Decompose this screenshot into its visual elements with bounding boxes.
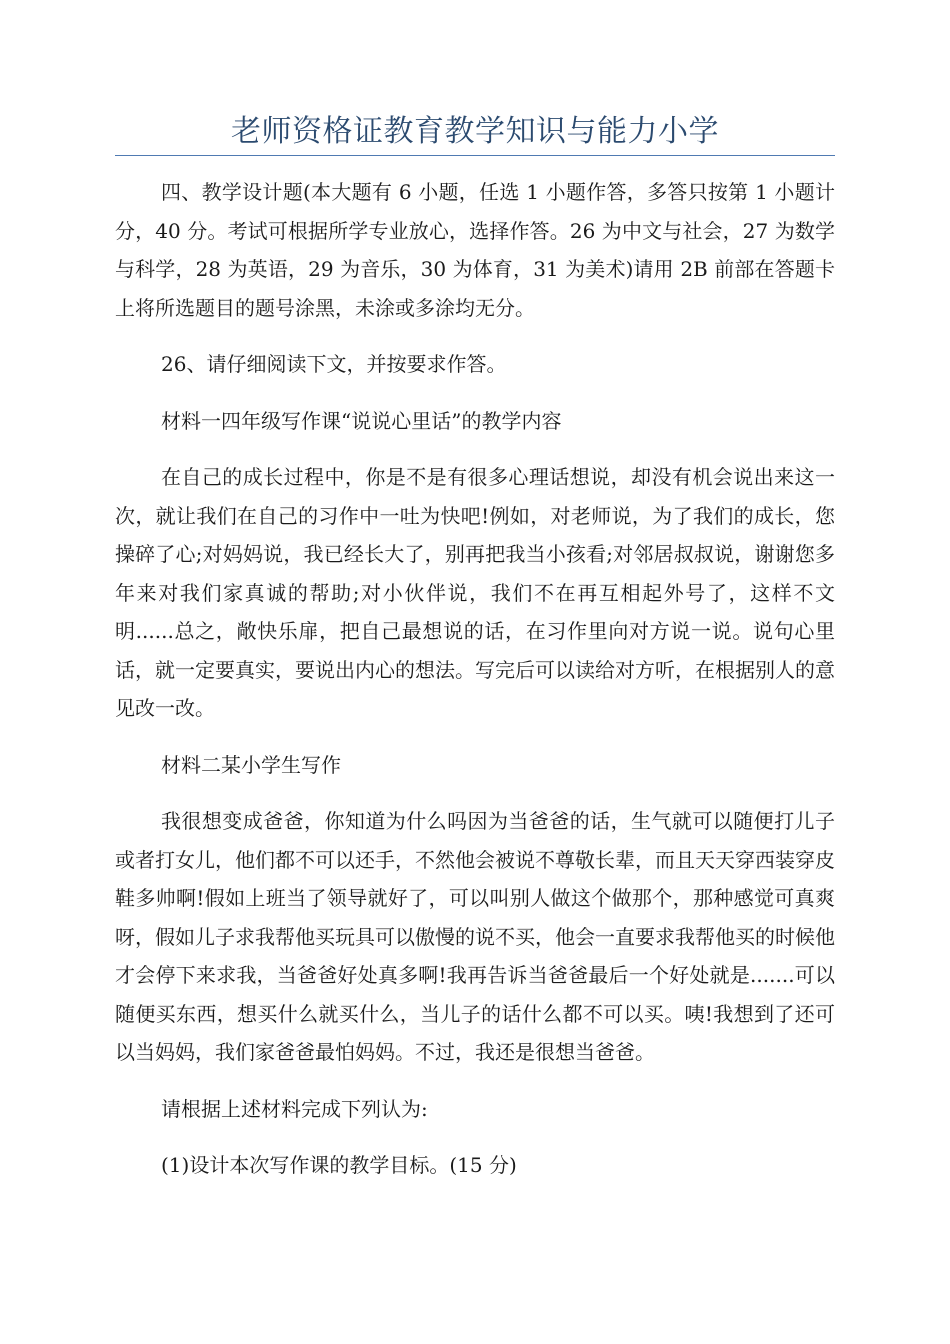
document-body xyxy=(115,173,835,1203)
title-underline xyxy=(115,155,835,156)
paragraph-task-prompt: 请根据上述材料完成下列认为: xyxy=(161,1096,428,1121)
paragraph-material-two-heading: 材料二某小学生写作 xyxy=(161,752,341,777)
page-title: 老师资格证教育教学知识与能力小学 xyxy=(231,114,719,149)
paragraph-material-two-content: 我很想变成爸爸，你知道为什么吗因为当爸爸的话，生气就可以随便打儿子或者打女儿，他们都不可以还手，不然他会被说不尊敬长辈，而且天天穿西装穿皮鞋多帅啊!假如上班当了领导就好了，可以叫别人做这个做那个，那种感觉可真爽呀，假如儿子求我帮他买玩具可以傲慢的说不买，他会一直要求我帮他买的时候他才会停下来求我，当爸爸好处真多啊!我再告诉当爸爸最后一个好处就是.......可以随便买东西，想买什么就买什么，当儿子的话什么都不可以买。咦!我想到了还可以当妈妈，我们家爸爸最怕妈妈。不过，我还是很想当爸爸。 xyxy=(115,809,835,1064)
paragraph-task-1: (1)设计本次写作课的教学目标。(15 分) xyxy=(161,1153,517,1177)
paragraph-question-26: 26、请仔细阅读下文，并按要求作答。 xyxy=(161,352,507,376)
paragraph-section-instructions: 四、教学设计题(本大题有 6 小题，任选 1 小题作答，多答只按第 1 小题计分，40 分。考试可根据所学专业放心，选择作答。26 为中文与社会，27 为数学与科学，28 为英语，29 为音乐，30 为体育，31 为美术)请用 2B 前部在答题卡上将所选题目的题号涂黑，未涂或多涂均无分。 xyxy=(115,180,835,320)
paragraph-material-one-heading: 材料一四年级写作课“说说心里话”的教学内容 xyxy=(161,408,562,433)
paragraph-material-one-content: 在自己的成长过程中，你是不是有很多心理话想说，却没有机会说出来这一次，就让我们在自己的习作中一吐为快吧!例如，对老师说，为了我们的成长，您操碎了心;对妈妈说，我已经长大了，别再把我当小孩看;对邻居叔叔说，谢谢您多年来对我们家真诚的帮助;对小伙伴说，我们不在再互相起外号了，这样不文明......总之，敞快乐扉，把自己最想说的话，在习作里向对方说一说。说句心里话，就一定要真实，要说出内心的想法。写完后可以读给对方听，在根据别人的意见改一改。 xyxy=(115,465,835,720)
